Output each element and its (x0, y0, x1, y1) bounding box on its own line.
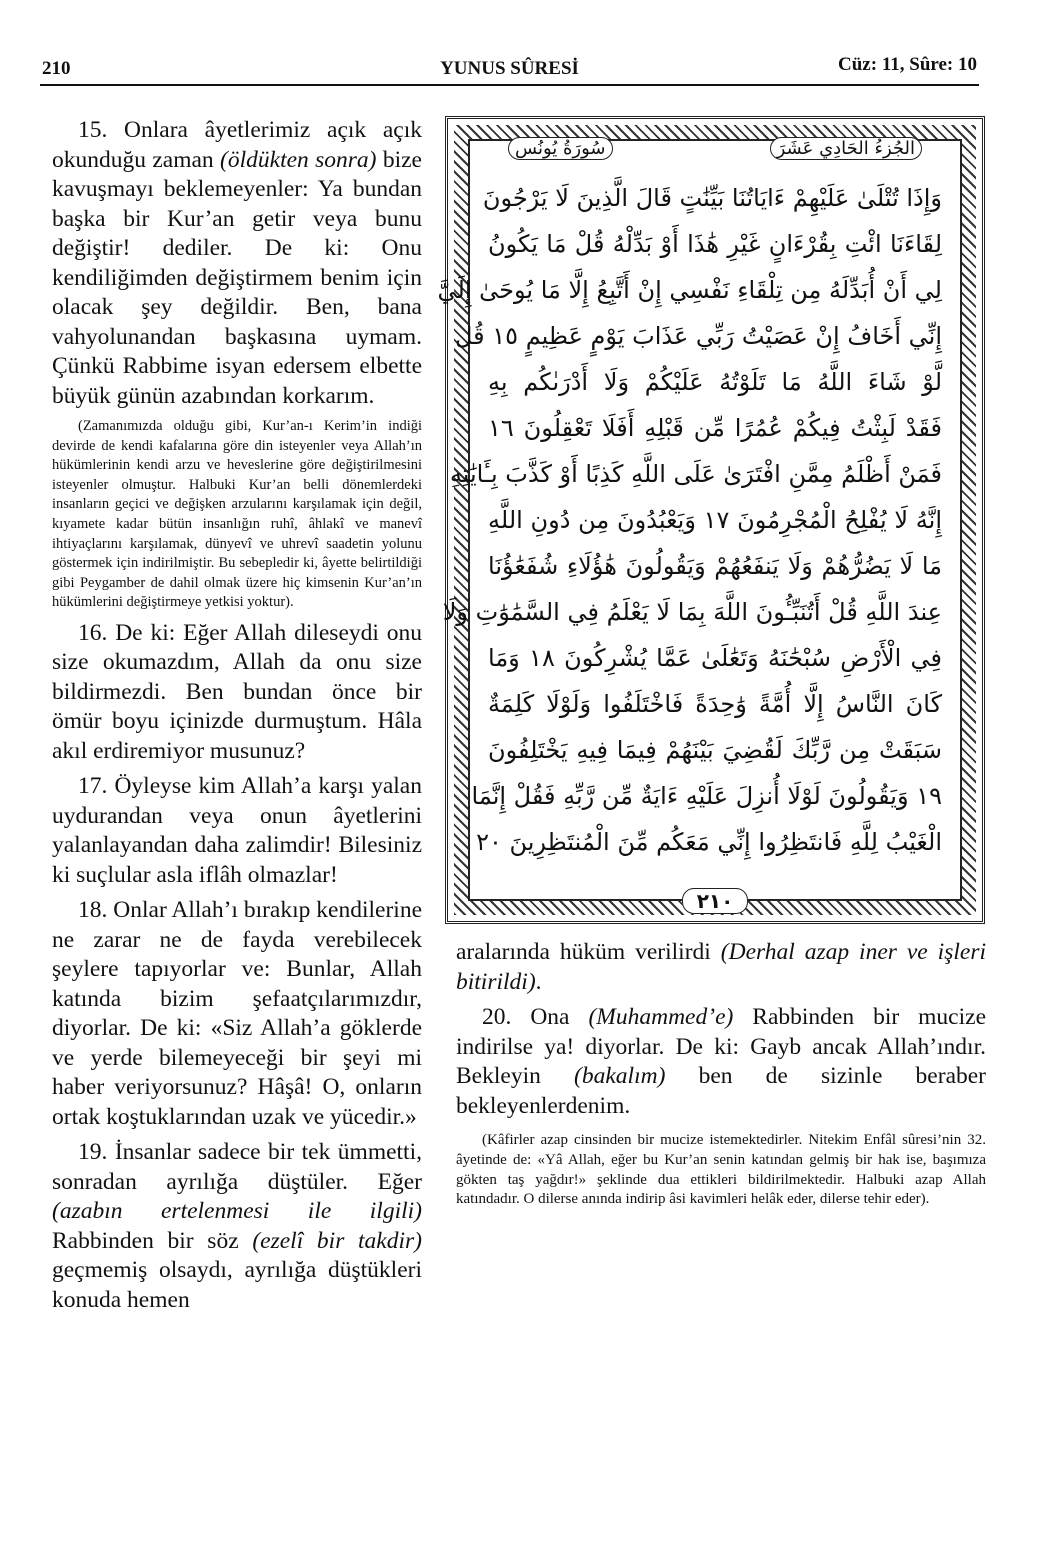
arabic-line: لَّوْ شَاءَ اللَّهُ مَا تَلَوْتُهُ عَلَيْكُمْ وَلَا أَدْرَىٰكُم بِهِ (488, 368, 942, 396)
header-divider (40, 84, 979, 86)
arabic-line: مَا لَا يَضُرُّهُمْ وَلَا يَنفَعُهُمْ وَيَقُولُونَ هَٰؤُلَاءِ شُفَعَٰؤُنَا (488, 552, 942, 580)
mushaf-panel (437, 116, 985, 924)
arabic-page-number: ٢١٠ (448, 889, 982, 913)
arabic-line: لِي أَنْ أُبَدِّلَهُ مِن تِلْقَاءِ نَفْسِي إِنْ أَتَّبِعُ إِلَّا مَا يُوحَىٰ إِلَيَّ (437, 276, 942, 304)
mushaf-banner (498, 129, 932, 167)
verse-paragraph: 18. Onlar Allah’ı bırakıp kendilerine ne zarar ne de fayda verebilecek şeylere tapıyorlar ve: Bunlar, Allah katında bizim şefaatçılarımızdır, diyorlar. De ki: «Siz Allah’a göklerde ve yerde bilemeyeceği bir şeyi mi haber veriyorsunuz? Hâşâ! O, onların ortak koştuklarından uzak ve yücedir.» (52, 897, 422, 1130)
verse-paragraph: 19. İnsanlar sadece bir tek ümmetti, sonradan ayrılığa düştüler. Eğer (azabın ertelenmesi ile ilgili) Rabbinden bir söz (ezelî bir takdir) geçmemiş olsaydı, ayrılığa düştükleri konuda hemen (52, 1139, 422, 1313)
page-title: YUNUS SÛRESİ (440, 58, 579, 79)
verse-paragraph: 17. Öyleyse kim Allah’a karşı yalan uydurandan veya onun âyetlerini yalanlayandan daha zalimdir! Bilesiniz ki suçlular asla iflâh olmazlar! (52, 773, 422, 888)
arabic-line: عِندَ اللَّهِ قُلْ أَتُنَبِّـُٔونَ اللَّهَ بِمَا لَا يَعْلَمُ فِي السَّمَٰوَٰتِ وَلَا (442, 598, 942, 626)
arabic-line: إِنَّهُ لَا يُفْلِحُ الْمُجْرِمُونَ ١٧ وَيَعْبُدُونَ مِن دُونِ اللَّهِ (488, 506, 942, 534)
arabic-line: سَبَقَتْ مِن رَّبِّكَ لَقُضِيَ بَيْنَهُمْ فِيمَا فِيهِ يَخْتَلِفُونَ (488, 736, 942, 764)
sura-label-arabic: سُورَةُ يُونُس (508, 137, 613, 160)
arabic-line: كَانَ النَّاسُ إِلَّا أُمَّةً وَٰحِدَةً فَاخْتَلَفُوا وَلَوْلَا كَلِمَةٌ (488, 690, 942, 718)
arabic-line: إِنِّي أَخَافُ إِنْ عَصَيْتُ رَبِّي عَذَابَ يَوْمٍ عَظِيمٍ ١٥ قُل (455, 322, 942, 350)
commentary-note: (Zamanımızda olduğu gibi, Kur’an-ı Kerim’in indiği devirde de kendi kafalarına göre din isteyenler veya Allah’ın hükümlerinin kendi arzu ve heveslerine göre değiştirilmesini isteyenler olmuştur. Halbuki Kur’an belli dönemlerdeki insanların geçici ve değişken arzularını karşılamak için değil, kıyamete kadar bütün insanlığın ruhî, âhlakî ve manevî ihtiyaçlarını karşılamak, dünyevî ve uhrevî saadetin yolunu göstermek için indirilmiştir. Bu sebepledir ki, âyette belirtildiği gibi Peygamber de dahil olmak üzere hiç kimsenin Kur’an’ın hükümlerini değiştirmeye yetkisi yoktur). (52, 418, 422, 611)
arabic-line: فَمَنْ أَظْلَمُ مِمَّنِ افْتَرَىٰ عَلَى اللَّهِ كَذِبًا أَوْ كَذَّبَ بِـَٔايَٰتِهِ (449, 460, 942, 488)
right-text-column (456, 938, 986, 1210)
arabic-line: لِقَاءَنَا ائْتِ بِقُرْءَانٍ غَيْرِ هَٰذَا أَوْ بَدِّلْهُ قُلْ مَا يَكُونُ (488, 230, 942, 258)
arabic-line: فِي الْأَرْضِ سُبْحَٰنَهُ وَتَعَٰلَىٰ عَمَّا يُشْرِكُونَ ١٨ وَمَا (488, 644, 943, 672)
commentary-note: (Kâfirler azap cinsinden bir mucize istemektedirler. Nitekim Enfâl sûresi’nin 32. âyetinde de: «Yâ Allah, eğer bu Kur’an senin katından gelmiş bir hak ise, başımıza gökten taş yağdır!» şeklinde dua ettikleri bildirilmektedir. Halbuki azap Allah katındadır. O dilerse anında indirip âsi kavimleri helâk eder, dilerse tehir eder). (456, 1132, 986, 1208)
verse-paragraph: 20. Ona (Muhammed’e) Rabbinden bir mucize indirilse ya! diyorlar. De ki: Gayb ancak Allah’ındır. Bekleyin (bakalım) ben de sizinle beraber bekleyenlerdenim. (456, 1004, 987, 1119)
arabic-line: ١٩ وَيَقُولُونَ لَوْلَا أُنزِلَ عَلَيْهِ ءَايَةٌ مِّن رَّبِّهِ فَقُلْ إِنَّمَا (471, 782, 942, 810)
verse-paragraph: 16. De ki: Eğer Allah dileseydi onu size okumazdım, Allah da onu size bildirmezdi. Ben bundan önce bir ömür boyu içinizde durmuştum. Hâla akıl erdiremiyor musunuz? (52, 619, 422, 764)
arabic-line: الْغَيْبُ لِلَّهِ فَانتَظِرُوا إِنِّي مَعَكُم مِّنَ الْمُنتَظِرِينَ ٢٠ (476, 828, 942, 856)
juz-sura-label: Cüz: 11, Sûre: 10 (838, 54, 977, 75)
verse-paragraph: 15. Onlara âyetlerimiz açık açık okunduğu zaman (öldükten sonra) bize kavuşmayı beklemeyenler: Ya bundan başka bir Kur’an getir veya bunu değiştir! dediler. De ki: Onu kendiliğimden değiştirmem benim için olacak şey değildir. Ben, bana vahyolunandan başkasına uymam. Çünkü Rabbime isyan edersem elbette büyük günün azabından korkarım. (52, 117, 422, 409)
left-text-column (52, 116, 422, 1315)
verse-paragraph: aralarında hüküm verilirdi (Derhal azap iner ve işleri bitirildi). (456, 939, 986, 995)
page-number: 210 (42, 58, 71, 79)
arabic-text (437, 175, 943, 861)
arabic-line: وَإِذَا تُتْلَىٰ عَلَيْهِمْ ءَايَاتُنَا بَيِّنَٰتٍ قَالَ الَّذِينَ لَا يَرْجُونَ (482, 184, 942, 212)
arabic-line: فَقَدْ لَبِثْتُ فِيكُمْ عُمُرًا مِّن قَبْلِهِ أَفَلَا تَعْقِلُونَ ١٦ (488, 414, 942, 442)
page-header (42, 50, 977, 80)
juz-label-arabic: الجُزءُ الحَادِي عَشَرَ (770, 137, 922, 160)
